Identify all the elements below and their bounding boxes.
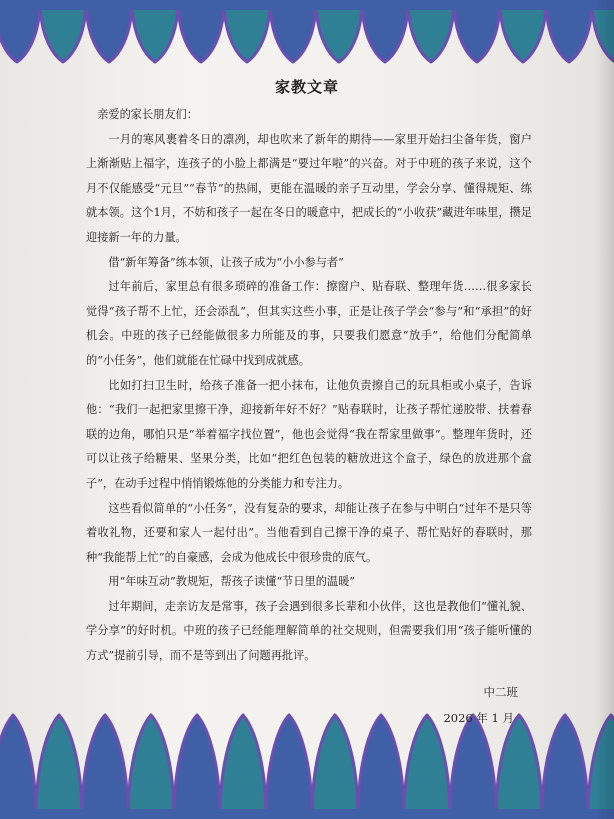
border-scallop — [0, 715, 36, 819]
border-scallop — [542, 715, 588, 819]
border-scallop — [220, 715, 266, 819]
salutation: 亲爱的家长朋友们： — [97, 108, 198, 121]
border-scallop — [358, 715, 404, 819]
document-title: 家教文章 — [274, 78, 339, 96]
paragraph-examples: 比如打扫卫生时，给孩子准备一把小抹布，让他负责擦自己的玩具柜或小桌子，告诉他：“我们一起把家里擦干净，迎接新年好不好？”贴春联时，让孩子帮忙递胶带、扶着春联的边角，哪怕只是“举着福字找位置”，他也会觉得“我在帮家里做事”。整理年货时，还可以让孩子给糖果、坚果分类，比如“把红色包装的糖放进这个盒子，绿色的放进那个盒子”，在动手过程中悄悄锻炼他的分类能力和专注力。 — [86, 378, 532, 490]
section-heading-manners: 用“年味互动”教规矩，帮孩子读懂“节日里的温暖” — [108, 575, 356, 589]
border-scallop — [404, 715, 450, 819]
signature-class: 中二班 — [483, 685, 518, 699]
document-body — [86, 103, 532, 669]
section-heading-new-year-prep: 借“新年筹备”练本领，让孩子成为“小小参与者” — [108, 255, 344, 269]
border-band — [0, 809, 614, 819]
top-decorative-border — [0, 0, 614, 70]
paper-edge-shadow — [596, 0, 614, 819]
paragraph-intro: 一月的寒风裹着冬日的凛冽，却也吹来了新年的期待——家里开始扫尘备年货，窗户上渐渐贴上福字，连孩子的小脸上都满是“要过年啦”的兴奋。对于中班的孩子来说，这个月不仅能感受“元旦”“春节”的热闹，更能在温暖的亲子互动里，学会分享、懂得规矩、练就本领。这个1月，不妨和孩子一起在冬日的暖意中，把成长的“小收获”藏进年味里，攒足迎接新一年的力量。 — [86, 132, 532, 244]
signature-date: 2026 年 1 月 — [443, 711, 514, 725]
paragraph-visiting: 过年期间，走亲访友是常事，孩子会遇到很多长辈和小伙伴，这也是教他们“懂礼貌、学分享”的好时机。中班的孩子已经能理解简单的社交规则，但需要我们用“孩子能听懂的方式”提前引导，而不是等到出了问题再批评。 — [86, 599, 532, 663]
border-scallop — [312, 715, 358, 819]
border-scallop — [82, 715, 128, 819]
border-scallop — [496, 715, 542, 819]
border-band — [0, 0, 614, 10]
border-scallop — [36, 715, 82, 819]
paragraph-preparation: 过年前后，家里总有很多琐碎的准备工作：擦窗户、贴春联、整理年货……很多家长觉得“孩子帮不上忙，还会添乱”，但其实这些小事，正是让孩子学会“参与”和“承担”的好机会。中班的孩子已经能做很多力所能及的事，只要我们愿意“放手”，给他们分配简单的“小任务”，他们就能在忙碌中找到成就感。 — [86, 280, 532, 367]
border-scallop — [128, 715, 174, 819]
paragraph-small-tasks: 这些看似简单的“小任务”，没有复杂的要求，却能让孩子在参与中明白“过年不是只等着收礼物，还要和家人一起付出”。当他看到自己擦干净的桌子、帮忙贴好的春联时，那种“我能帮上忙”的自豪感，会成为他成长中很珍贵的底气。 — [86, 501, 532, 564]
bottom-decorative-border — [0, 709, 614, 819]
border-scallop — [266, 715, 312, 819]
border-scallop — [174, 715, 220, 819]
border-scallop — [450, 715, 496, 819]
